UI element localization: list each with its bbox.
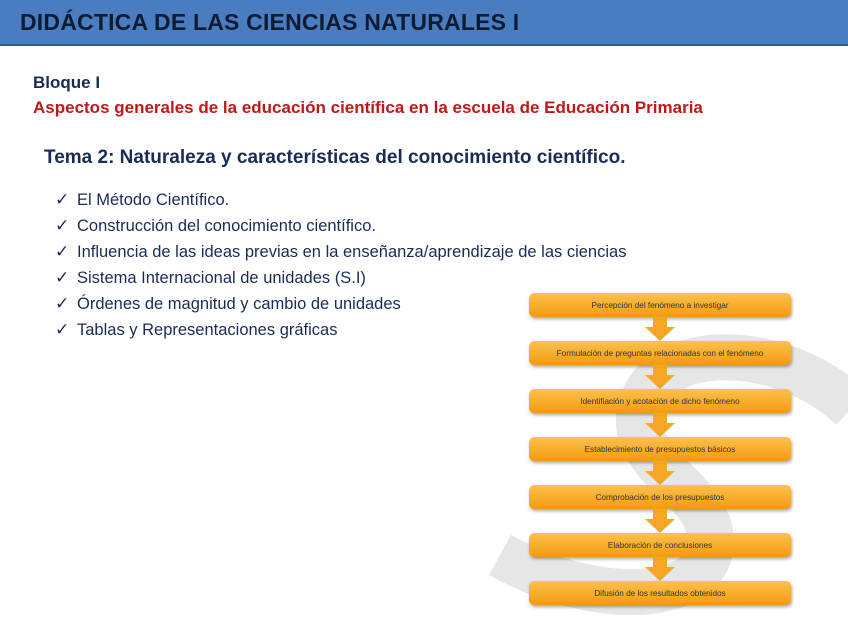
list-item — [55, 239, 626, 265]
flow-step: Elaboración de conclusiones — [529, 533, 791, 557]
title-bar — [0, 0, 848, 46]
flow-step: Identifiación y acotación de dicho fenómeno — [529, 389, 791, 413]
list-item-text: Órdenes de magnitud y cambio de unidades — [77, 294, 401, 313]
list-item-text: El Método Científico. — [77, 190, 230, 209]
down-arrow-icon — [529, 509, 791, 533]
checkmark-icon: ✓ — [55, 242, 70, 261]
down-arrow-icon — [529, 557, 791, 581]
flow-step: Formulación de preguntas relacionadas con el fenómeno — [529, 341, 791, 365]
checkmark-icon: ✓ — [55, 294, 70, 313]
bloque-subtitle: Aspectos generales de la educación científica en la escuela de Educación Primaria — [33, 98, 703, 117]
checkmark-icon: ✓ — [55, 268, 70, 287]
down-arrow-icon — [529, 365, 791, 389]
list-item — [55, 213, 626, 239]
scientific-method-flowchart — [529, 293, 791, 605]
bloque-label: Bloque I — [33, 73, 101, 92]
checkmark-icon: ✓ — [55, 216, 70, 235]
checkmark-icon: ✓ — [55, 190, 70, 209]
down-arrow-icon — [529, 413, 791, 437]
down-arrow-icon — [529, 461, 791, 485]
tema-title: Tema 2: Naturaleza y características del conocimiento científico. — [44, 147, 626, 168]
flow-step: Establecimiento de presupuestos básicos — [529, 437, 791, 461]
list-item — [55, 265, 626, 291]
list-item-text: Sistema Internacional de unidades (S.I) — [77, 268, 366, 287]
list-item — [55, 187, 626, 213]
checkmark-icon: ✓ — [55, 320, 70, 339]
flow-step: Difusión de los resultados obtenidos — [529, 581, 791, 605]
flow-step: Comprobación de los presupuestos — [529, 485, 791, 509]
flow-step: Percepción del fenómeno a investigar — [529, 293, 791, 317]
list-item-text: Tablas y Representaciones gráficas — [77, 320, 338, 339]
list-item-text: Construcción del conocimiento científico. — [77, 216, 376, 235]
slide-title: DIDÁCTICA DE LAS CIENCIAS NATURALES I — [20, 9, 520, 35]
down-arrow-icon — [529, 317, 791, 341]
list-item-text: Influencia de las ideas previas en la enseñanza/aprendizaje de las ciencias — [77, 242, 627, 261]
